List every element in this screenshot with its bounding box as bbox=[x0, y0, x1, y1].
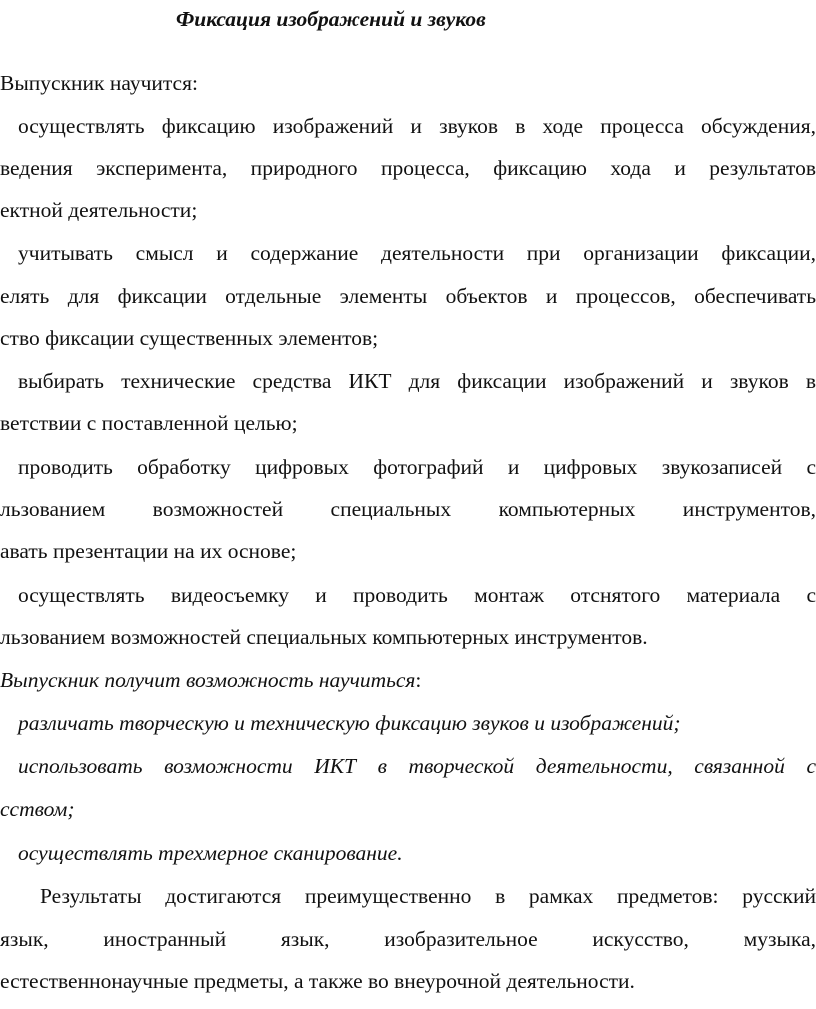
text-line: сством; bbox=[0, 797, 75, 821]
section-heading-learns: Выпускник научится: bbox=[0, 71, 198, 95]
text-line: ектной деятельности; bbox=[0, 198, 198, 222]
text-line: язык, иностранный язык, изобразительное искусство, музыка, bbox=[0, 927, 816, 951]
text-line: осуществлять трехмерное сканирование. bbox=[18, 841, 403, 865]
text-line: Результаты достигаются преимущественно в рамках предметов: русский bbox=[40, 884, 816, 908]
text-line: осуществлять видеосъемку и проводить монтаж отснятого материала с bbox=[18, 583, 816, 607]
text-line: елять для фиксации отдельные элементы объектов и процессов, обеспечивать bbox=[0, 284, 816, 308]
text-line: проводить обработку цифровых фотографий и цифровых звукозаписей с bbox=[18, 455, 816, 479]
text-line: выбирать технические средства ИКТ для фиксации изображений и звуков в bbox=[18, 369, 816, 393]
text-line: использовать возможности ИКТ в творческой деятельности, связанной с bbox=[18, 754, 816, 778]
text-line: осуществлять фиксацию изображений и звуков в ходе процесса обсуждения, bbox=[18, 114, 816, 138]
text-line: учитывать смысл и содержание деятельности при организации фиксации, bbox=[18, 241, 816, 265]
text-line: различать творческую и техническую фиксацию звуков и изображений; bbox=[18, 711, 681, 735]
opportunity-label: Выпускник получит возможность научиться bbox=[0, 668, 416, 692]
text-line: ство фиксации существенных элементов; bbox=[0, 326, 379, 350]
text-line: авать презентации на их основе; bbox=[0, 539, 297, 563]
text-line: льзованием возможностей специальных компьютерных инструментов, bbox=[0, 497, 816, 521]
text-line: ведения эксперимента, природного процесса, фиксацию хода и результатов bbox=[0, 156, 816, 180]
opportunity-colon: : bbox=[415, 668, 422, 692]
section-heading-opportunity bbox=[0, 667, 421, 693]
text-line: естественнонаучные предметы, а также во внеурочной деятельности. bbox=[0, 969, 635, 993]
text-line: ветствии с поставленной целью; bbox=[0, 411, 298, 435]
text-line: льзованием возможностей специальных компьютерных инструментов. bbox=[0, 625, 648, 649]
page-title: Фиксация изображений и звуков bbox=[176, 7, 486, 31]
